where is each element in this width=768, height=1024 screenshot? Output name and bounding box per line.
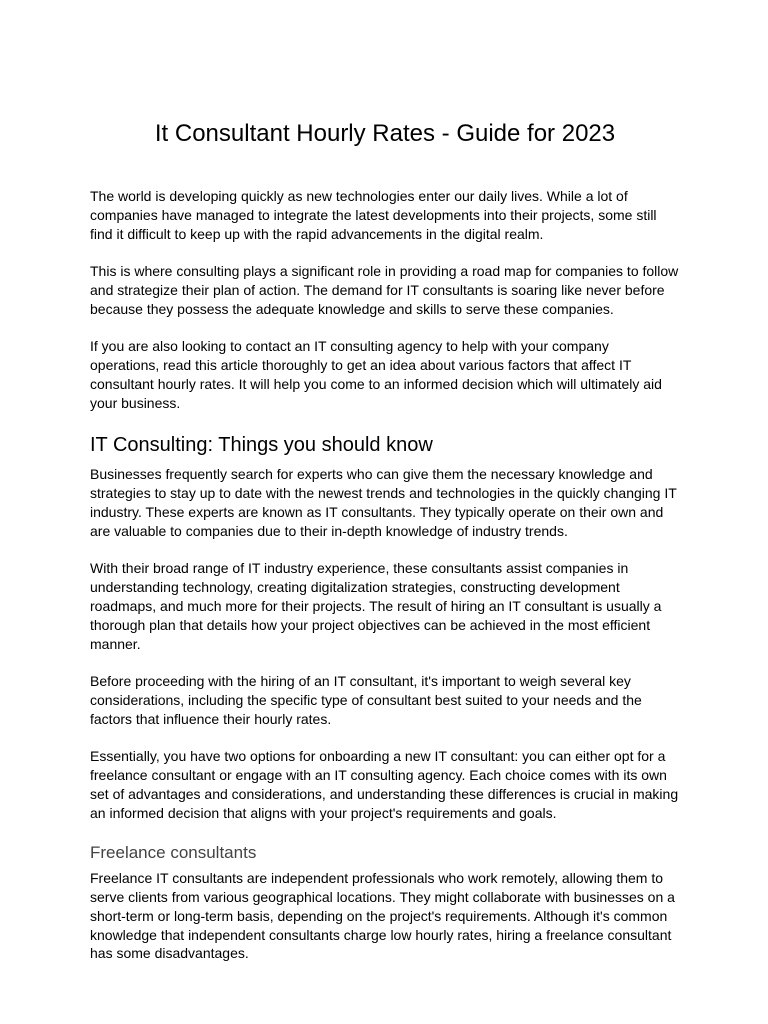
document-title: It Consultant Hourly Rates - Guide for 2023 <box>154 120 616 147</box>
section1-paragraph-2: With their broad range of IT industry experience, these consultants assist companies in understanding technology, creating digitalization strategies, constructing development roadmaps, and much more for their projects. The result of hiring an IT consultant is usually a thorough plan that details how your project objectives can be achieved in the most efficient manner. <box>90 560 662 652</box>
subsection-heading-freelance: Freelance consultants <box>90 843 257 863</box>
intro-paragraph-1: The world is developing quickly as new technologies enter our daily lives. While a lot of companies have managed to integrate the latest developments into their projects, some still find it difficult to keep up with the rapid advancements in the digital realm. <box>90 188 657 242</box>
section-heading-it-consulting: IT Consulting: Things you should know <box>90 434 433 457</box>
section1-paragraph-4: Essentially, you have two options for onboarding a new IT consultant: you can either opt for a freelance consultant or engage with an IT consulting agency. Each choice comes with its own set of advantages and considerations, and understanding these differences is crucial in making an informed decision that aligns with your project's requirements and goals. <box>90 748 679 821</box>
document-page <box>90 115 680 982</box>
section1-paragraph-1: Businesses frequently search for experts who can give them the necessary knowledge and strategies to stay up to date with the newest trends and technologies in the quickly changing IT industry. These experts are known as IT consultants. They typically operate on their own and are valuable to companies due to their in-depth knowledge of industry trends. <box>90 466 677 539</box>
section2-paragraph-1: Freelance IT consultants are independent professionals who work remotely, allowing them to serve clients from various geographical locations. They might collaborate with businesses on a short-term or long-term basis, depending on the project's requirements. Although it's common knowledge that independent consultants charge low hourly rates, hiring a freelance consultant has some disadvantages. <box>90 870 675 962</box>
intro-paragraph-2: This is where consulting plays a significant role in providing a road map for companies to follow and strategize their plan of action. The demand for IT consultants is soaring like never before because they possess the adequate knowledge and skills to serve these companies. <box>90 263 679 317</box>
section1-paragraph-3: Before proceeding with the hiring of an IT consultant, it's important to weigh several key considerations, including the specific type of consultant best suited to your needs and the factors that influence their hourly rates. <box>90 673 642 727</box>
intro-paragraph-3: If you are also looking to contact an IT consulting agency to help with your company operations, read this article thoroughly to get an idea about various factors that affect IT consultant hourly rates. It will help you come to an informed decision which will ultimately aid your business. <box>90 338 662 411</box>
